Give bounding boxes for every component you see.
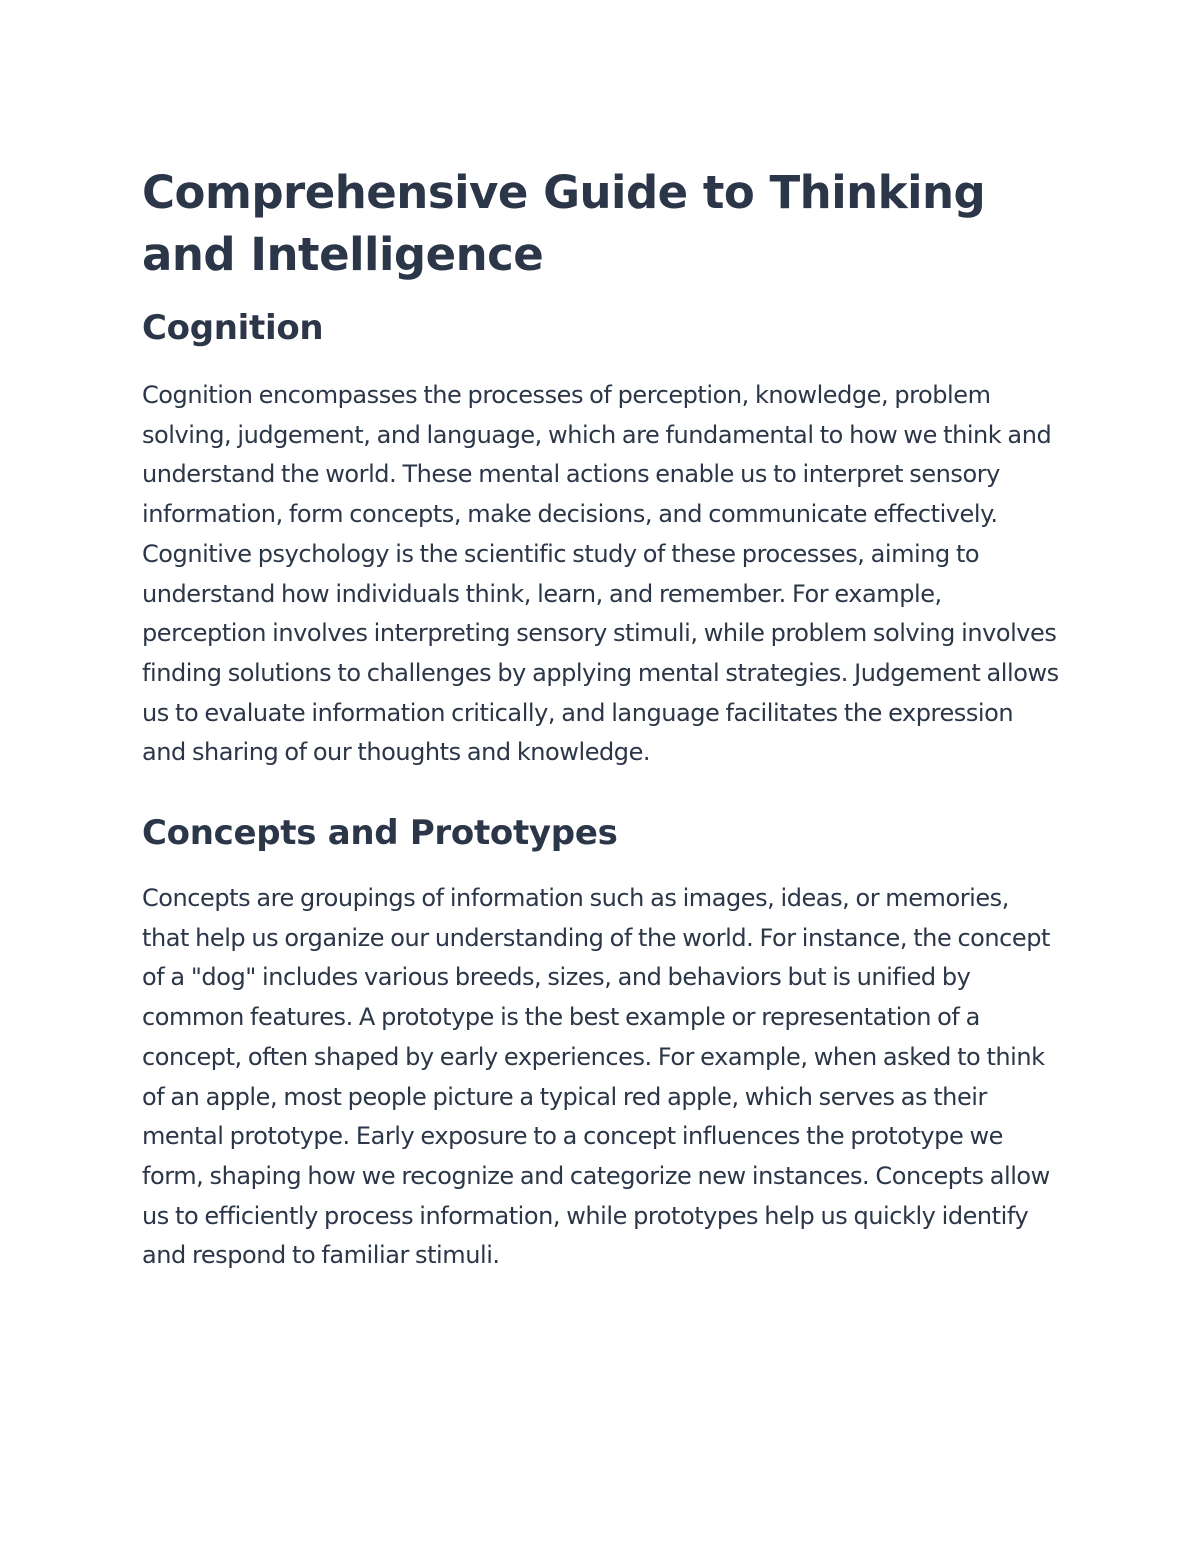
document-title: Comprehensive Guide to Thinking and Intelligence <box>142 166 986 281</box>
section-paragraph: Cognition encompasses the processes of perception, knowledge, problem solving, judgement, and language, which are fundamental to how we think and understand the world. These mental actions enable us to interpret sensory information, form concepts, make decisions, and communicate effectively. Cognitive psychology is the scientific study of these processes, aiming to understand how individuals think, learn, and remember. For example, perception involves interpreting sensory stimuli, while problem solving involves finding solutions to challenges by applying mental strategies. Judgement allows us to evaluate information critically, and language facilitates the expression and sharing of our thoughts and knowledge. <box>142 381 1059 767</box>
section-paragraph: Concepts are groupings of information such as images, ideas, or memories, that help us organize our understanding of the world. For instance, the concept of a "dog" includes various breeds, sizes, and behaviors but is unified by common features. A prototype is the best example or representation of a concept, often shaped by early experiences. For example, when asked to think of an apple, most people picture a typical red apple, which serves as their mental prototype. Early exposure to a concept influences the prototype we form, shaping how we recognize and categorize new instances. Concepts allow us to efficiently process information, while prototypes help us quickly identify and respond to familiar stimuli. <box>142 884 1050 1270</box>
section-cognition <box>142 306 1062 773</box>
section-heading: Concepts and Prototypes <box>142 813 618 854</box>
document-page <box>142 162 1062 1276</box>
section-concepts-and-prototypes <box>142 811 1062 1276</box>
section-heading: Cognition <box>142 308 324 348</box>
